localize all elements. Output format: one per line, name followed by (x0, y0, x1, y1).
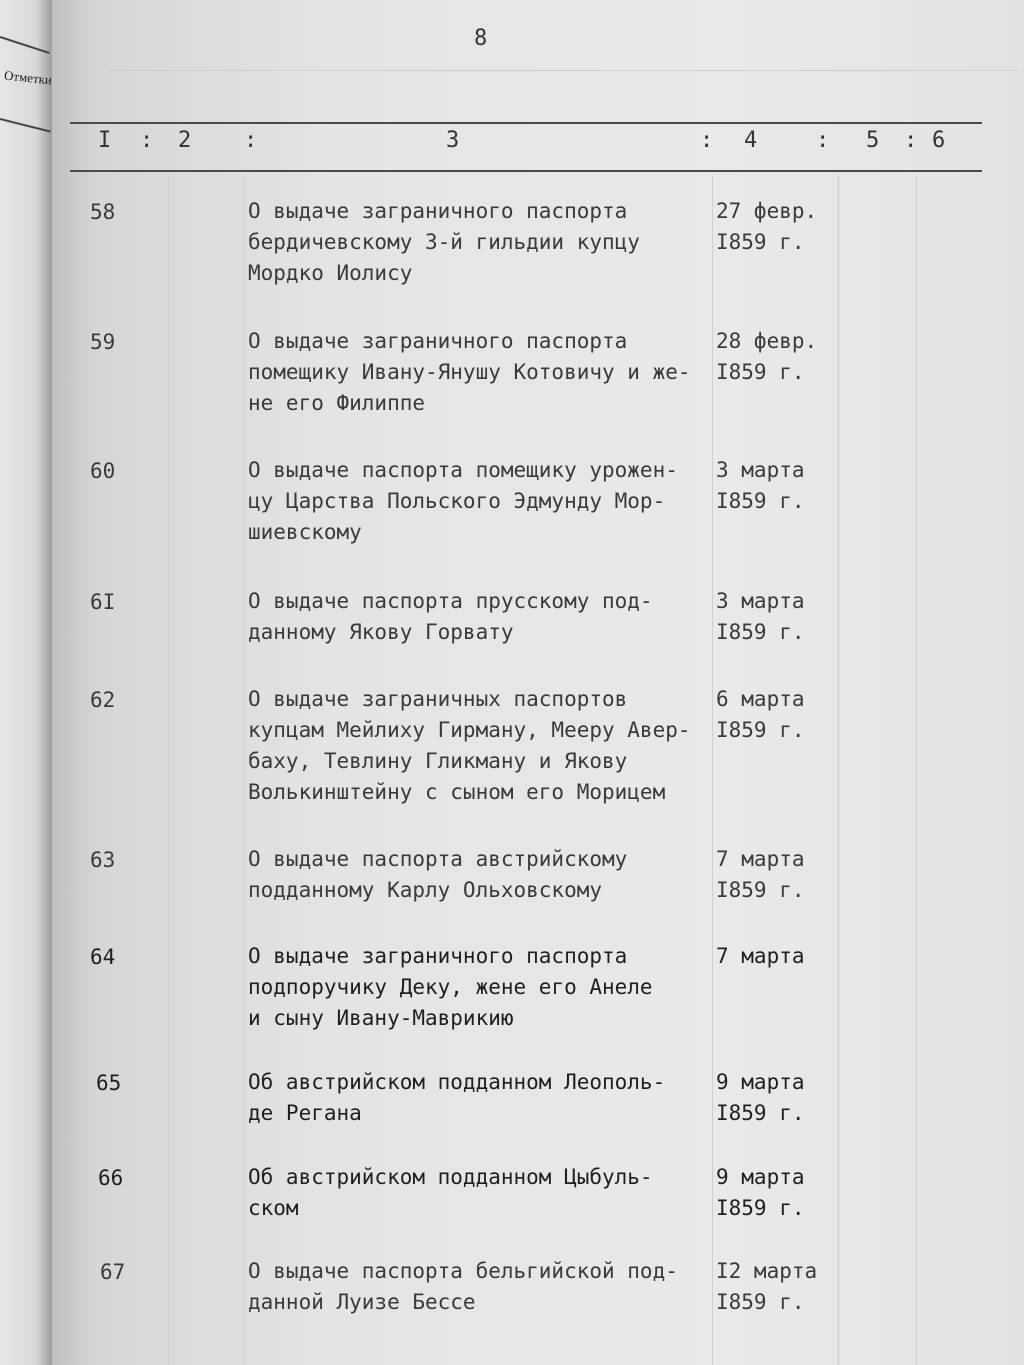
page-number: 8 (474, 26, 488, 51)
entry-date: 28 февр. I859 г. (716, 329, 818, 384)
column-divider (168, 176, 169, 1365)
column-divider (838, 176, 839, 1365)
entry-number: 65 (96, 1071, 122, 1095)
col-number: 4 (744, 128, 758, 153)
column-divider (916, 176, 917, 1365)
entry-number: 6I (90, 590, 116, 614)
entry-date: 9 марта I859 г. (716, 1070, 805, 1125)
faded-header-row (108, 70, 1018, 121)
margin-label: Отметки (3, 67, 53, 88)
entry-description: О выдаче заграничного паспорта бердичевскому 3-й гильдии купцу Мордко Иолису (248, 199, 640, 285)
col-separator: : (140, 128, 154, 153)
entry-number: 64 (90, 945, 116, 969)
col-separator: : (816, 128, 830, 153)
entry-date: 9 марта I859 г. (716, 1165, 805, 1220)
entry-number: 58 (90, 200, 116, 224)
entry-date: 6 марта I859 г. (716, 687, 805, 742)
col-number: 2 (178, 128, 192, 153)
entry-description: О выдаче паспорта бельгийской под- данной Луизе Бессе (248, 1259, 678, 1314)
entry-number: 60 (90, 459, 116, 483)
header-rule-top (70, 122, 982, 124)
entry-number: 67 (100, 1260, 126, 1284)
col-separator: : (904, 128, 918, 153)
entry-description: О выдаче заграничных паспортов купцам Мейлиху Гирману, Мееру Авер- баху, Тевлину Гликману и Якову Волькинштейну с сыном его Морицем (248, 687, 691, 804)
entry-number: 66 (98, 1166, 124, 1190)
entry-number: 59 (90, 330, 116, 354)
col-number: 6 (932, 128, 946, 153)
entry-date: 3 марта I859 г. (716, 458, 805, 513)
col-number: 5 (866, 128, 880, 153)
entry-description: Об австрийском подданном Цыбуль- ском (248, 1165, 653, 1220)
col-number: I (98, 128, 112, 153)
margin-rule-top (0, 36, 50, 54)
left-margin-sheet (0, 0, 52, 1365)
col-separator: : (244, 128, 258, 153)
entry-date: 7 марта I859 г. (716, 847, 805, 902)
column-number-row (0, 128, 1024, 162)
entry-number: 62 (90, 688, 116, 712)
entry-date: I2 марта I859 г. (716, 1259, 818, 1314)
entry-description: О выдаче заграничного паспорта подпоручику Деку, жене его Анеле и сыну Ивану-Маврикию (248, 944, 653, 1030)
col-number: 3 (446, 128, 460, 153)
column-divider (244, 176, 245, 1365)
col-separator: : (700, 128, 714, 153)
entry-number: 63 (90, 848, 116, 872)
entry-description: О выдаче паспорта австрийскому подданному Карлу Ольховскому (248, 847, 628, 902)
entry-description: О выдаче паспорта прусскому под- данному Якову Горвату (248, 589, 653, 644)
entry-date: 27 февр. I859 г. (716, 199, 818, 254)
header-rule-bottom (70, 170, 982, 172)
entry-date: 3 марта I859 г. (716, 589, 805, 644)
entry-date: 7 марта (716, 944, 805, 968)
entry-description: Об австрийском подданном Леополь- де Регана (248, 1070, 666, 1125)
entry-description: О выдаче заграничного паспорта помещику Ивану-Янушу Котовичу и же- не его Филиппе (248, 329, 691, 415)
entry-description: О выдаче паспорта помещику урожен- цу Царства Польского Эдмунду Мор- шиевскому (248, 458, 678, 544)
